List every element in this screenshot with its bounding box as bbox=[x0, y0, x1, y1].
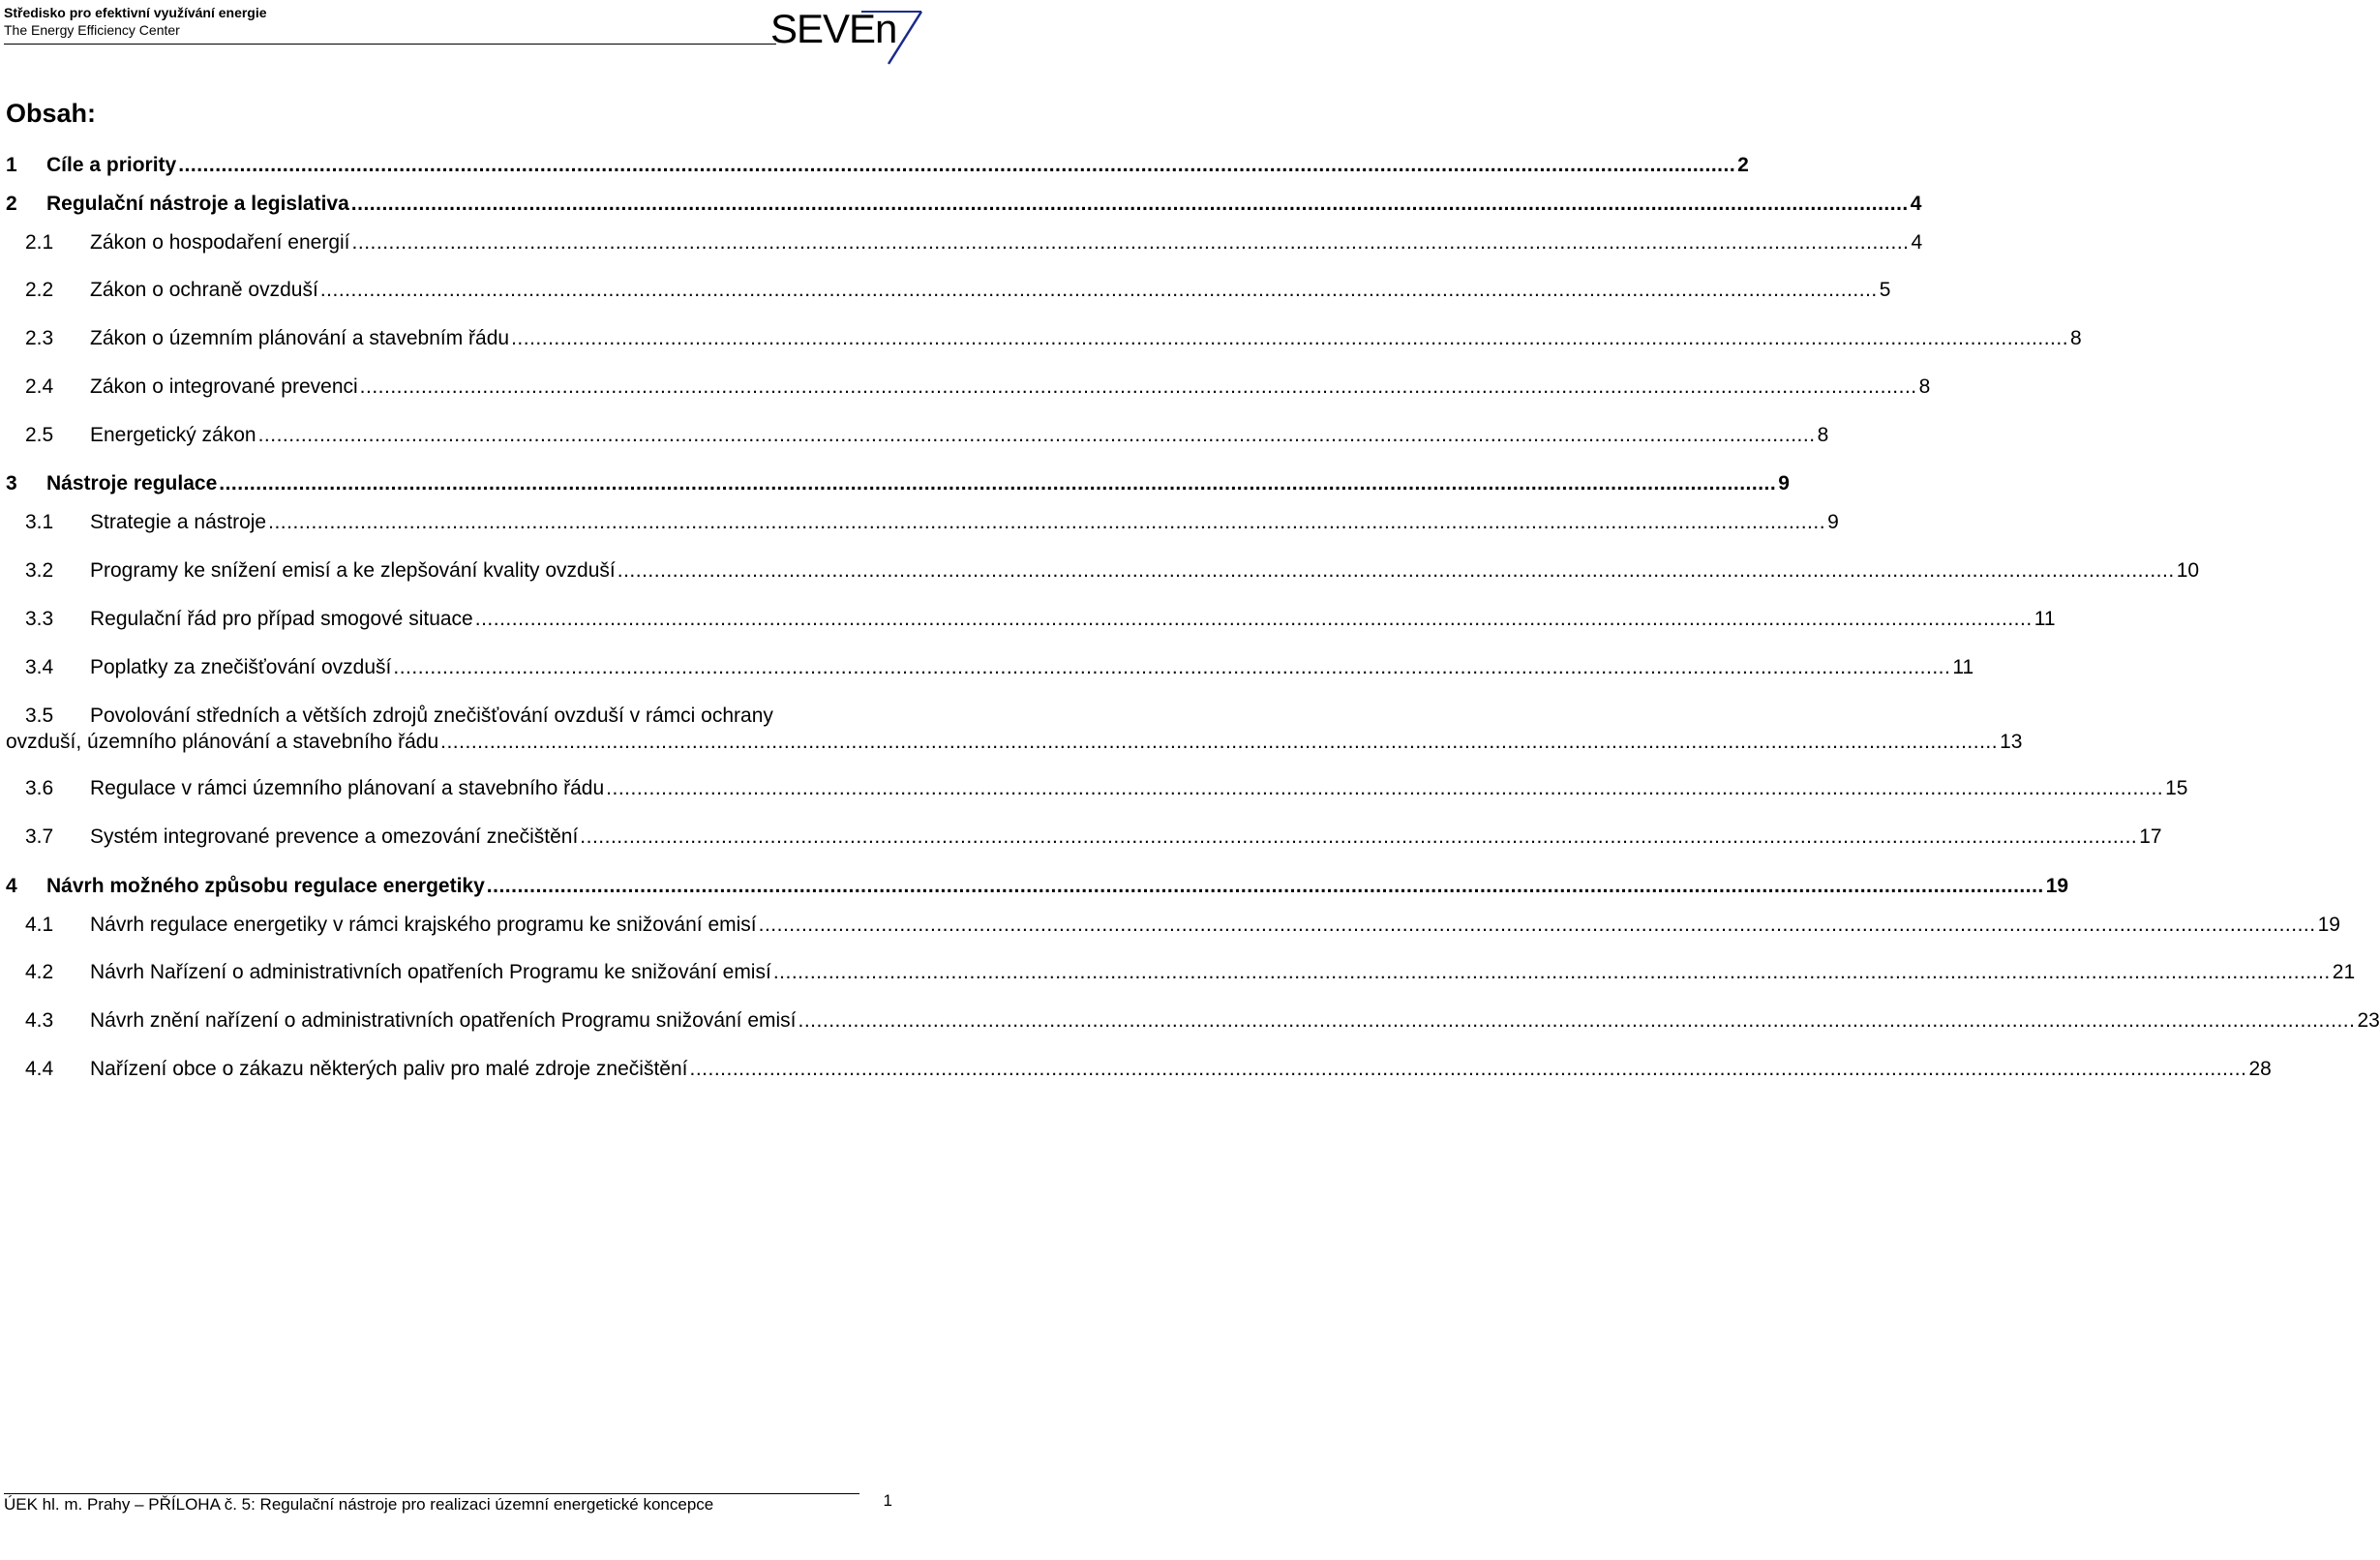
toc-entry-number: 4.2 bbox=[25, 961, 54, 983]
toc-entry[interactable] bbox=[6, 152, 1749, 178]
toc-entry[interactable] bbox=[25, 1056, 2272, 1082]
toc-entry[interactable] bbox=[6, 873, 2069, 899]
toc-entry[interactable] bbox=[25, 606, 2056, 632]
logo-text: SEVEn bbox=[770, 6, 897, 51]
toc-entry-number: 3.4 bbox=[25, 656, 54, 678]
toc-dot-leader bbox=[475, 606, 2033, 632]
toc-entry-title: Povolování středních a větších zdrojů znečišťování ovzduší v rámci ochrany bbox=[90, 705, 773, 727]
toc-entry-title: Zákon o integrované prevenci bbox=[90, 375, 358, 398]
toc-entry-number: 3.5 bbox=[25, 705, 54, 727]
toc-dot-leader bbox=[360, 374, 1917, 400]
toc-dot-leader bbox=[773, 959, 2331, 985]
footer-page-number: 1 bbox=[883, 1491, 892, 1510]
toc-entry-page: 15 bbox=[2165, 777, 2188, 799]
toc-entry-page: 5 bbox=[1879, 279, 1891, 301]
toc-entry-page: 23 bbox=[2357, 1009, 2380, 1032]
toc-entry-number: 3.3 bbox=[25, 608, 54, 630]
toc-entry-number: 4.4 bbox=[25, 1058, 54, 1080]
toc-entry-title: Nařízení obce o zákazu některých paliv pro malé zdroje znečištění bbox=[90, 1058, 688, 1080]
toc-entry-number: 3.2 bbox=[25, 559, 54, 582]
toc-entry[interactable] bbox=[25, 912, 2340, 938]
toc-entry-number: 4.3 bbox=[25, 1009, 54, 1032]
toc-entry-number: 2.4 bbox=[25, 375, 54, 398]
toc-entry[interactable] bbox=[25, 509, 1839, 535]
toc-entry-title: Nástroje regulace bbox=[46, 472, 218, 495]
header-org-name-cz: Středisko pro efektivní využívání energie bbox=[4, 5, 267, 20]
toc-entry-title: Strategie a nástroje bbox=[90, 511, 267, 533]
toc-entry-title: Regulační řád pro případ smogové situace bbox=[90, 608, 473, 630]
toc-entry-title: Cíle a priority bbox=[46, 154, 177, 176]
toc-entry[interactable] bbox=[25, 959, 2356, 985]
toc-entry-number: 2.5 bbox=[25, 424, 54, 446]
toc-entry-number: 2.3 bbox=[25, 327, 54, 349]
toc-entry-page: 11 bbox=[1952, 656, 1974, 678]
toc-dot-leader bbox=[606, 775, 2163, 801]
toc-dot-leader bbox=[689, 1056, 2246, 1082]
toc-entry[interactable] bbox=[6, 191, 1922, 217]
toc-dot-leader bbox=[511, 325, 2068, 351]
toc-entry[interactable] bbox=[25, 557, 2200, 584]
toc-entry-number: 1 bbox=[6, 154, 17, 176]
toc-dot-leader bbox=[352, 229, 1910, 255]
toc-entry-number: 4 bbox=[6, 875, 17, 897]
toc-entry-title: Návrh regulace energetiky v rámci krajského programu ke snižování emisí bbox=[90, 914, 757, 936]
seven-logo bbox=[768, 4, 923, 66]
toc-dot-leader bbox=[219, 470, 1776, 496]
toc-entry-page: 8 bbox=[2070, 327, 2082, 349]
toc-entry-title: Návrh znění nařízení o administrativních opatřeních Programu snižování emisí bbox=[90, 1009, 797, 1032]
toc-entry[interactable] bbox=[25, 824, 2162, 850]
toc-entry-page: 4 bbox=[1911, 231, 1923, 254]
toc-entry[interactable] bbox=[6, 470, 1790, 496]
toc-entry-page: 8 bbox=[1817, 424, 1829, 446]
toc-dot-leader bbox=[258, 422, 1816, 448]
toc-entry[interactable] bbox=[25, 775, 2188, 801]
toc-entry-page: 17 bbox=[2139, 825, 2162, 848]
toc-entry[interactable] bbox=[25, 422, 1829, 448]
toc-entry-page: 13 bbox=[2000, 731, 2023, 753]
toc-entry-title: Zákon o územním plánování a stavebním řádu bbox=[90, 327, 510, 349]
toc-entry-number: 3.6 bbox=[25, 777, 54, 799]
toc-dot-leader bbox=[351, 191, 1909, 217]
toc-entry[interactable] bbox=[25, 325, 2082, 351]
toc-dot-leader bbox=[798, 1007, 2356, 1034]
toc-dot-leader bbox=[487, 873, 2044, 899]
toc-entry-number: 3.1 bbox=[25, 511, 54, 533]
toc-entry-page: 19 bbox=[2045, 875, 2069, 897]
toc-entry-title: Regulační nástroje a legislativa bbox=[46, 193, 349, 215]
footer-text: ÚEK hl. m. Prahy – PŘÍLOHA č. 5: Regulační nástroje pro realizaci územní energetické koncepce bbox=[4, 1495, 714, 1514]
toc-entry-title: Zákon o hospodaření energií bbox=[90, 231, 350, 254]
toc-entry[interactable] bbox=[25, 374, 1931, 400]
toc-dot-leader bbox=[393, 654, 1950, 680]
toc-entry[interactable] bbox=[25, 229, 1923, 255]
toc-entry-title: Energetický zákon bbox=[90, 424, 256, 446]
toc-dot-leader bbox=[320, 277, 1878, 303]
toc-entry-number: 2 bbox=[6, 193, 17, 215]
toc-entry-title: Zákon o ochraně ovzduší bbox=[90, 279, 318, 301]
toc-entry-page: 9 bbox=[1778, 472, 1790, 495]
toc-dot-leader bbox=[618, 557, 2175, 584]
toc-entry-title: Návrh možného způsobu regulace energetiky bbox=[46, 875, 485, 897]
toc-entry-page: 2 bbox=[1737, 154, 1749, 176]
toc-dot-leader bbox=[440, 729, 1998, 755]
header-rule bbox=[4, 44, 776, 45]
toc-dot-leader bbox=[759, 912, 2316, 938]
toc-entry-page: 28 bbox=[2248, 1058, 2272, 1080]
toc-entry[interactable] bbox=[25, 277, 1891, 303]
toc-entry-number: 4.1 bbox=[25, 914, 54, 936]
toc-entry-page: 4 bbox=[1910, 193, 1922, 215]
toc-entry-title: Regulace v rámci územního plánovaní a stavebního řádu bbox=[90, 777, 605, 799]
toc-entry-number: 3.7 bbox=[25, 825, 54, 848]
toc-entry-title: Návrh Nařízení o administrativních opatřeních Programu ke snižování emisí bbox=[90, 961, 771, 983]
toc-dot-leader bbox=[178, 152, 1735, 178]
toc-entry-page: 19 bbox=[2317, 914, 2340, 936]
toc-entry-page: 11 bbox=[2034, 608, 2056, 630]
header-org-name-en: The Energy Efficiency Center bbox=[4, 22, 180, 38]
toc-entry-title: Programy ke snížení emisí a ke zlepšování kvality ovzduší bbox=[90, 559, 616, 582]
toc-entry-title: Poplatky za znečišťování ovzduší bbox=[90, 656, 392, 678]
page-header bbox=[4, 4, 925, 66]
toc-dot-leader bbox=[268, 509, 1825, 535]
toc-entry-title-continued: ovzduší, územního plánování a stavebního řádu bbox=[6, 731, 439, 753]
toc-entry[interactable] bbox=[25, 654, 1974, 680]
toc-entry-title: Systém integrované prevence a omezování znečištění bbox=[90, 825, 579, 848]
toc-entry-page: 9 bbox=[1827, 511, 1839, 533]
toc-entry-page: 21 bbox=[2332, 961, 2356, 983]
header-organization bbox=[4, 4, 267, 39]
toc-entry[interactable] bbox=[25, 1007, 2380, 1034]
toc-entry-number: 3 bbox=[6, 472, 17, 495]
toc-dot-leader bbox=[580, 824, 2137, 850]
toc-entry-number: 2.1 bbox=[25, 231, 54, 254]
toc-entry-number: 2.2 bbox=[25, 279, 54, 301]
toc-entry-page: 10 bbox=[2176, 559, 2200, 582]
toc-entry[interactable] bbox=[6, 703, 2023, 755]
toc-title: Obsah: bbox=[6, 99, 97, 128]
toc-entry-page: 8 bbox=[1918, 375, 1931, 398]
